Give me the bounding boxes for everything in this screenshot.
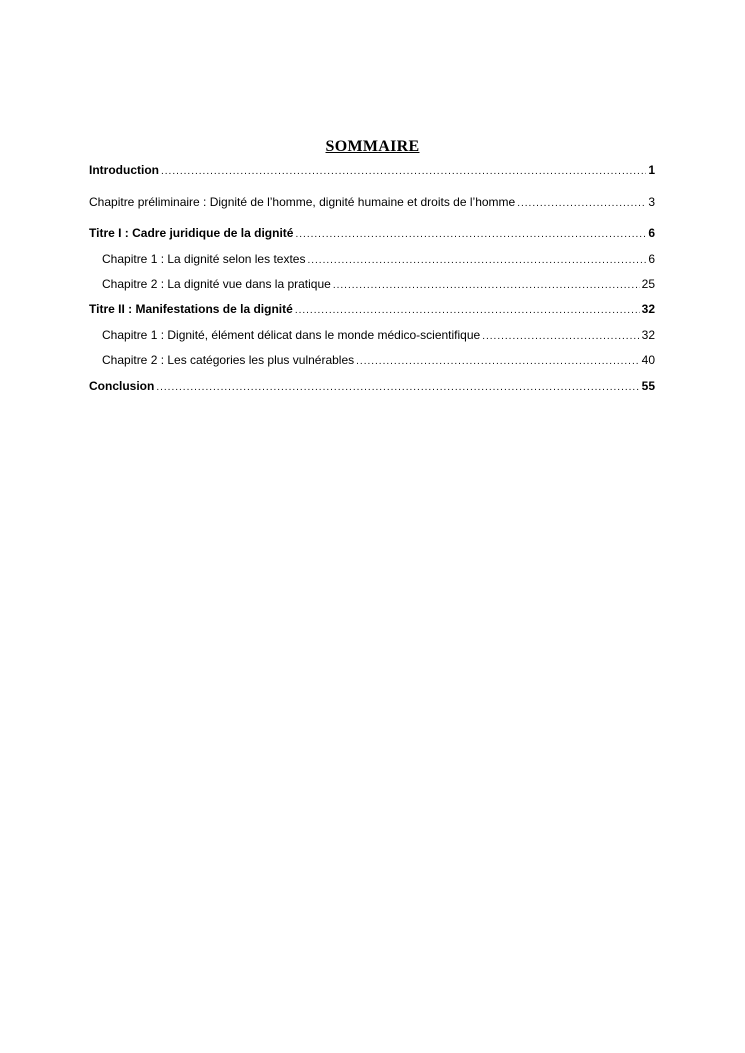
toc-entry-label: Titre II : Manifestations de la dignité: [89, 302, 293, 316]
leader-dots: [307, 254, 646, 268]
leader-dots: [482, 330, 639, 344]
toc-entry-page: 55: [641, 379, 655, 393]
toc-entry-titre-1-chapitre-2: [102, 277, 655, 293]
toc-entry-label: Titre I : Cadre juridique de la dignité: [89, 226, 294, 240]
toc-entry-chapitre-preliminaire: [89, 195, 655, 211]
leader-dots: [356, 355, 640, 369]
leader-dots: [295, 304, 640, 318]
toc-entry-label: Chapitre 1 : Dignité, élément délicat dans le monde médico-scientifique: [102, 328, 481, 342]
toc-entry-label: Conclusion: [89, 379, 155, 393]
toc-entry-page: 40: [641, 353, 655, 367]
toc-entry-page: 32: [641, 328, 655, 342]
toc-entry-page: 1: [648, 163, 655, 177]
toc-entry-label: Chapitre 2 : Les catégories les plus vulnérables: [102, 353, 355, 367]
toc-entry-conclusion: [89, 379, 655, 395]
leader-dots: [156, 381, 639, 395]
toc-entry-titre-2-chapitre-2: [102, 353, 655, 369]
toc-entry-introduction: [89, 163, 655, 179]
toc-entry-page: 25: [641, 277, 655, 291]
toc-entry-page: 32: [641, 302, 655, 316]
toc-entry-titre-2-chapitre-1: [102, 328, 655, 344]
page-title: SOMMAIRE: [325, 138, 420, 155]
toc-entry-page: 6: [648, 252, 655, 266]
toc-entry-page: 6: [648, 226, 655, 240]
toc-entry-titre-2: [89, 302, 655, 318]
leader-dots: [161, 165, 646, 179]
toc-entry-titre-1: [89, 226, 655, 242]
toc-entry-label: Chapitre préliminaire : Dignité de l’homme, dignité humaine et droits de l’homme: [89, 195, 516, 209]
leader-dots: [295, 228, 646, 242]
toc-entry-label: Chapitre 2 : La dignité vue dans la pratique: [102, 277, 331, 291]
toc-entry-page: 3: [648, 195, 655, 209]
toc-entry-titre-1-chapitre-1: [102, 252, 655, 268]
toc-entry-label: Chapitre 1 : La dignité selon les textes: [102, 252, 306, 266]
toc-entry-label: Introduction: [89, 163, 159, 177]
leader-dots: [333, 279, 640, 293]
leader-dots: [517, 197, 646, 211]
